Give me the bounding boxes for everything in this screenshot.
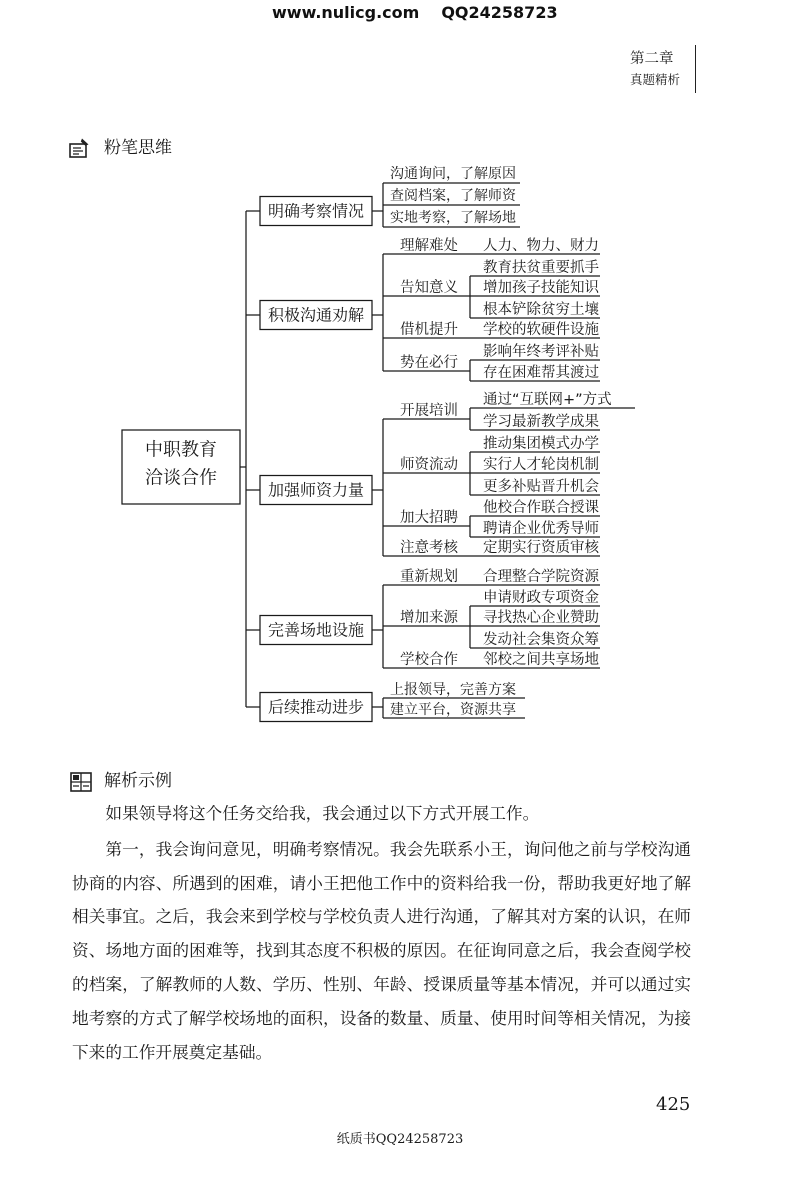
- leaf-text: 存在困难帮其渡过: [483, 365, 599, 381]
- leaf-text: 沟通询问，了解原因: [390, 166, 516, 182]
- chapter-title: 第二章: [630, 51, 674, 67]
- node-label: 加大招聘: [400, 510, 458, 526]
- root-title-line-1: 中职教育: [145, 439, 217, 461]
- node-label: 注意考核: [400, 540, 458, 556]
- analysis-paragraph-1: 如果领导将这个任务交给我，我会通过以下方式开展工作。: [105, 803, 540, 823]
- leaf-text: 学校的软硬件设施: [483, 322, 599, 338]
- analysis-section-title: 解析示例: [104, 771, 172, 791]
- site-url: www.nulicg.com: [272, 3, 420, 22]
- leaf-text: 影响年终考评补贴: [483, 344, 599, 360]
- node-label: 开展培训: [400, 403, 458, 419]
- leaf-text: 教育扶贫重要抓手: [483, 260, 599, 276]
- branch-3-label: 加强师资力量: [267, 480, 365, 500]
- leaf-text: 增加孩子技能知识: [483, 280, 599, 296]
- leaf-text: 寻找热心企业赞助: [483, 610, 599, 626]
- leaf-text: 申请财政专项资金: [483, 590, 599, 606]
- footer-watermark: 纸质书QQ24258723: [336, 1132, 464, 1147]
- analysis-paragraph-2: 第一，我会询问意见，明确考察情况。我会先联系小王，询问他之前与学校沟通协商的内容、所遇到的困难，请小王把他工作中的资料给我一份，帮助我更好地了解相关事宜。之后，我会来到学校与学校负责人进行沟通，了解其对方案的认识，在师资、场地方面的困难等，找到其态度不积极的原因。在征询同意之后，我会查阅学校的档案，了解教师的人数、学历、性别、年龄、授课质量等基本情况，并可以通过实地考察的方式了解学校场地的面积，设备的数量、质量、使用时间等相关情况，为接下来的工作开展奠定基础。: [72, 838, 691, 1062]
- node-label: 理解难处: [400, 238, 458, 254]
- node-label: 借机提升: [400, 322, 458, 338]
- node-label: 师资流动: [400, 457, 458, 473]
- leaf-text: 通过“互联网+”方式: [483, 392, 612, 408]
- leaf-text: 实行人才轮岗机制: [483, 457, 599, 473]
- node-label: 重新规划: [400, 569, 458, 585]
- branch-5-label: 后续推动进步: [267, 697, 365, 717]
- chapter-subtitle: 真题精析: [630, 72, 681, 87]
- leaf-text: 上报领导，完善方案: [390, 682, 516, 698]
- analysis-grid-icon: [69, 770, 93, 794]
- branch-4-label: 完善场地设施: [267, 620, 365, 640]
- leaf-text: 推动集团模式办学: [483, 436, 599, 452]
- node-label: 告知意义: [400, 280, 458, 296]
- root-title-line-2: 洽谈合作: [145, 467, 217, 489]
- page-number: 425: [656, 1094, 691, 1115]
- leaf-text: 实地考察，了解场地: [390, 210, 516, 226]
- leaf-text: 建立平台，资源共享: [390, 702, 516, 718]
- branch-1-label: 明确考察情况: [267, 201, 365, 221]
- leaf-text: 学习最新教学成果: [483, 414, 599, 430]
- leaf-text: 聘请企业优秀导师: [483, 521, 599, 537]
- trunk-connectors: [240, 211, 260, 707]
- leaf-text: 发动社会集资众筹: [483, 632, 599, 648]
- leaf-text: 查阅档案，了解师资: [390, 188, 516, 204]
- node-label: 势在必行: [400, 355, 458, 371]
- leaf-text: 更多补贴晋升机会: [483, 479, 599, 495]
- branch-2-label: 积极沟通劝解: [267, 305, 365, 325]
- leaf-text: 根本铲除贫穷土壤: [483, 302, 599, 318]
- leaf-text: 合理整合学院资源: [483, 569, 599, 585]
- node-label: 增加来源: [400, 610, 458, 626]
- mind-map-section-title: 粉笔思维: [104, 138, 172, 158]
- leaf-text: 定期实行资质审核: [483, 540, 599, 556]
- qq-number: QQ24258723: [441, 3, 558, 22]
- analysis-body: [72, 797, 691, 1069]
- node-label: 学校合作: [400, 652, 458, 668]
- leaf-text: 人力、物力、财力: [483, 238, 599, 254]
- leaf-text: 邻校之间共享场地: [483, 652, 599, 668]
- leaf-text: 他校合作联合授课: [483, 500, 599, 516]
